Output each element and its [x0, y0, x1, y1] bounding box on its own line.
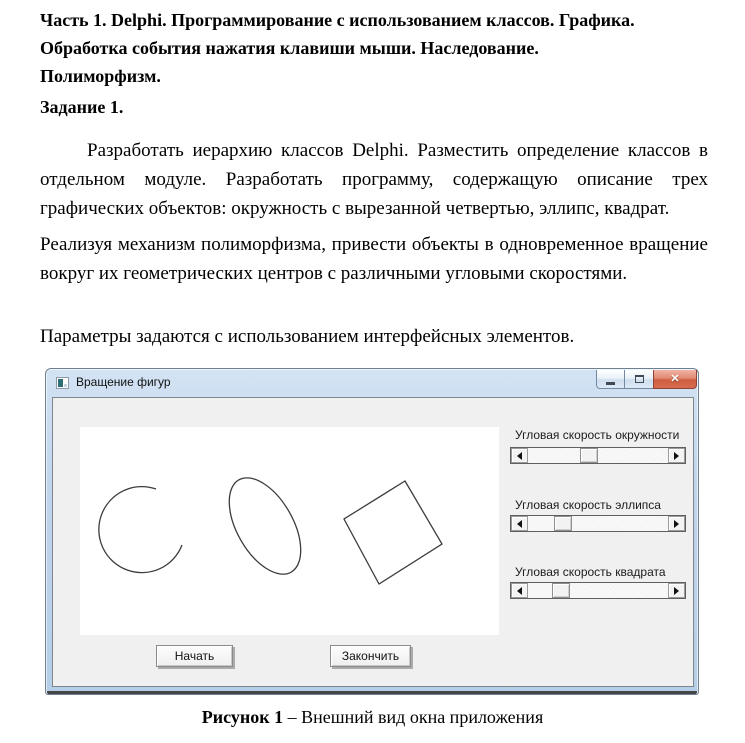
- ellipse-scroll-right-button[interactable]: [668, 516, 685, 531]
- slider-label-circle-speed: Угловая скорость окружности: [515, 428, 680, 442]
- circle-scroll-left-button[interactable]: [511, 448, 528, 463]
- document-title-line-2: Обработка события нажатия клавиши мыши. Наследование.: [40, 38, 539, 58]
- right-arrow-icon: [674, 520, 679, 528]
- document-title: [40, 6, 720, 90]
- minimize-icon: [606, 382, 615, 385]
- paragraph-polymorphism: Реализуя механизм полиморфизма, привести объекты в одновременное вращение вокруг их геометрических центров с различными угловыми скоростями.: [40, 234, 708, 284]
- ellipse-scrollbar-track[interactable]: [528, 516, 668, 531]
- close-icon: ✕: [670, 372, 680, 385]
- ellipse-speed-scrollbar[interactable]: [510, 515, 686, 532]
- window-bottom-shadow: [47, 691, 697, 694]
- figure-caption: [0, 707, 745, 728]
- window-icon: [56, 377, 69, 389]
- right-arrow-icon: [674, 452, 679, 460]
- app-window: [45, 368, 699, 695]
- close-button[interactable]: [653, 370, 697, 389]
- slider-label-ellipse-speed: Угловая скорость эллипса: [515, 498, 661, 512]
- paragraph-task-description: Разработать иерархию классов Delphi. Разместить определение классов в отдельном модуле. Разработать программу, содержащую описание трех графических объектов: окружность с вырезанной четвертью, эллипс, квадрат.: [40, 140, 708, 219]
- figure-caption-text: – Внешний вид окна приложения: [283, 707, 544, 727]
- square-scrollbar-track[interactable]: [528, 583, 668, 598]
- drawing-canvas[interactable]: [80, 427, 499, 635]
- right-arrow-icon: [674, 587, 679, 595]
- document-title-line-3: Полиморфизм.: [40, 66, 161, 86]
- left-arrow-icon: [517, 520, 522, 528]
- circle-with-cut-quarter-figure: [99, 487, 182, 573]
- maximize-icon: [635, 375, 644, 383]
- maximize-button[interactable]: [625, 370, 653, 389]
- window-titlebar[interactable]: [46, 369, 698, 397]
- ellipse-scrollbar-thumb[interactable]: [554, 516, 572, 531]
- window-title: Вращение фигур: [76, 375, 171, 389]
- square-scroll-right-button[interactable]: [668, 583, 685, 598]
- square-speed-scrollbar[interactable]: [510, 582, 686, 599]
- circle-scrollbar-track[interactable]: [528, 448, 668, 463]
- paragraph-parameters: Параметры задаются с использованием интерфейсных элементов.: [40, 326, 575, 347]
- document-title-line-1: Часть 1. Delphi. Программирование с использованием классов. Графика.: [40, 10, 635, 30]
- left-arrow-icon: [517, 587, 522, 595]
- circle-scrollbar-thumb[interactable]: [580, 448, 598, 463]
- circle-scroll-right-button[interactable]: [668, 448, 685, 463]
- square-figure: [344, 481, 442, 584]
- ellipse-figure: [215, 466, 316, 586]
- window-caption-buttons: [596, 370, 697, 389]
- finish-button[interactable]: Закончить: [330, 645, 411, 667]
- task-heading: Задание 1.: [40, 97, 124, 117]
- square-scroll-left-button[interactable]: [511, 583, 528, 598]
- ellipse-scroll-left-button[interactable]: [511, 516, 528, 531]
- window-client-area: [52, 397, 694, 687]
- figure-caption-label: Рисунок 1: [201, 707, 284, 727]
- square-scrollbar-thumb[interactable]: [552, 583, 570, 598]
- circle-speed-scrollbar[interactable]: [510, 447, 686, 464]
- left-arrow-icon: [517, 452, 522, 460]
- slider-label-square-speed: Угловая скорость квадрата: [515, 565, 666, 579]
- start-button[interactable]: Начать: [156, 645, 233, 667]
- minimize-button[interactable]: [596, 370, 625, 389]
